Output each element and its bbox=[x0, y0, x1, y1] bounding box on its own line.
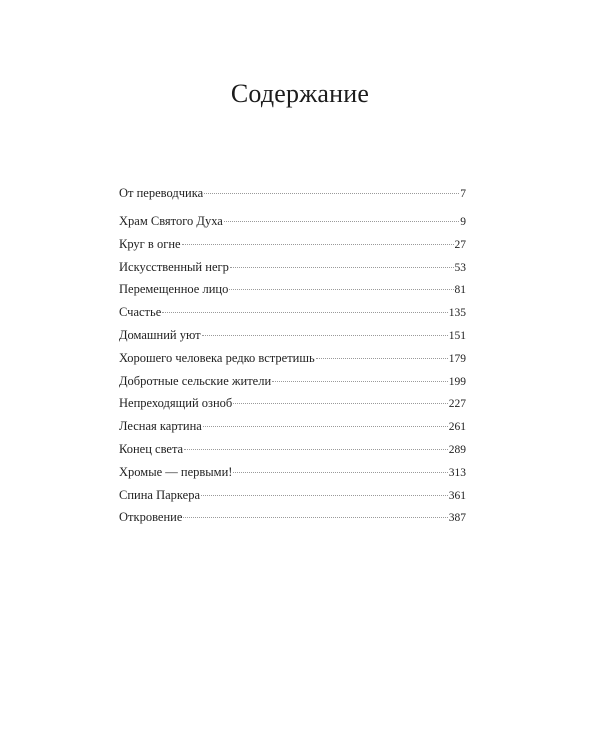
toc-entry-title: Хромые — первыми! bbox=[119, 464, 233, 479]
toc-entry[interactable] bbox=[119, 465, 466, 488]
toc-entry-page: 81 bbox=[454, 284, 466, 297]
toc-entry-title: Счастье bbox=[119, 305, 162, 320]
toc-entry-title: Храм Святого Духа bbox=[119, 214, 223, 228]
dot-leader bbox=[182, 244, 454, 245]
toc-entry-title: Хорошего человека редко встретишь bbox=[119, 350, 315, 365]
toc-entry[interactable] bbox=[119, 510, 466, 533]
dot-leader bbox=[202, 335, 448, 336]
toc-entry[interactable] bbox=[119, 396, 466, 419]
toc-entry[interactable] bbox=[119, 442, 466, 465]
dot-leader bbox=[162, 312, 447, 313]
dot-leader bbox=[204, 193, 459, 194]
toc-entry-title: Откровение bbox=[119, 510, 183, 525]
toc-entry-page: 7 bbox=[460, 188, 466, 200]
toc-entry[interactable] bbox=[119, 260, 466, 283]
dot-leader bbox=[233, 472, 447, 473]
toc-entry[interactable] bbox=[119, 305, 466, 328]
dot-leader bbox=[203, 426, 448, 427]
dot-leader bbox=[224, 221, 459, 222]
toc-entry-page: 135 bbox=[448, 307, 466, 320]
toc-entry[interactable] bbox=[119, 488, 466, 511]
toc-entry[interactable] bbox=[119, 351, 466, 374]
toc-entry-title: Лесная картина bbox=[119, 419, 202, 434]
toc-entry-title: Домашний уют bbox=[119, 327, 201, 342]
toc-entry-page: 227 bbox=[448, 398, 466, 411]
toc-entry-title: Круг в огне bbox=[119, 236, 181, 251]
toc-entry-page: 179 bbox=[448, 352, 466, 365]
dot-leader bbox=[229, 289, 453, 290]
toc-entry[interactable] bbox=[119, 214, 466, 237]
dot-leader bbox=[233, 403, 447, 404]
toc-entry-page: 27 bbox=[454, 238, 466, 251]
toc-entry-page: 53 bbox=[454, 261, 466, 274]
toc-entry-page: 9 bbox=[460, 216, 466, 228]
toc-entry-page: 289 bbox=[448, 443, 466, 456]
table-of-contents bbox=[119, 186, 466, 533]
toc-entry-title: От переводчика bbox=[119, 186, 204, 200]
toc-entry[interactable] bbox=[119, 374, 466, 397]
toc-entry-page: 387 bbox=[448, 512, 466, 525]
dot-leader bbox=[184, 449, 448, 450]
toc-entry-page: 199 bbox=[448, 375, 466, 388]
toc-entry-title: Добротные сельские жители bbox=[119, 373, 272, 388]
toc-entry-title: Конец света bbox=[119, 441, 184, 456]
toc-entry[interactable] bbox=[119, 282, 466, 305]
toc-entry-page: 261 bbox=[448, 421, 466, 434]
toc-entry[interactable] bbox=[119, 419, 466, 442]
toc-entry-page: 313 bbox=[448, 466, 466, 479]
toc-entry-title: Спина Паркера bbox=[119, 487, 201, 502]
toc-entry-title: Искусственный негр bbox=[119, 259, 229, 274]
toc-entry-translator-note[interactable] bbox=[119, 186, 466, 214]
toc-entry-title: Перемещенное лицо bbox=[119, 282, 229, 297]
page-title: Содержание bbox=[230, 79, 370, 109]
toc-entry-title: Непреходящий озноб bbox=[119, 396, 233, 411]
dot-leader bbox=[230, 267, 454, 268]
toc-entry[interactable] bbox=[119, 328, 466, 351]
dot-leader bbox=[316, 358, 448, 359]
dot-leader bbox=[272, 381, 448, 382]
toc-entry-page: 151 bbox=[448, 329, 466, 342]
dot-leader bbox=[183, 517, 447, 518]
toc-entry[interactable] bbox=[119, 237, 466, 260]
dot-leader bbox=[201, 495, 448, 496]
toc-entry-page: 361 bbox=[448, 489, 466, 502]
